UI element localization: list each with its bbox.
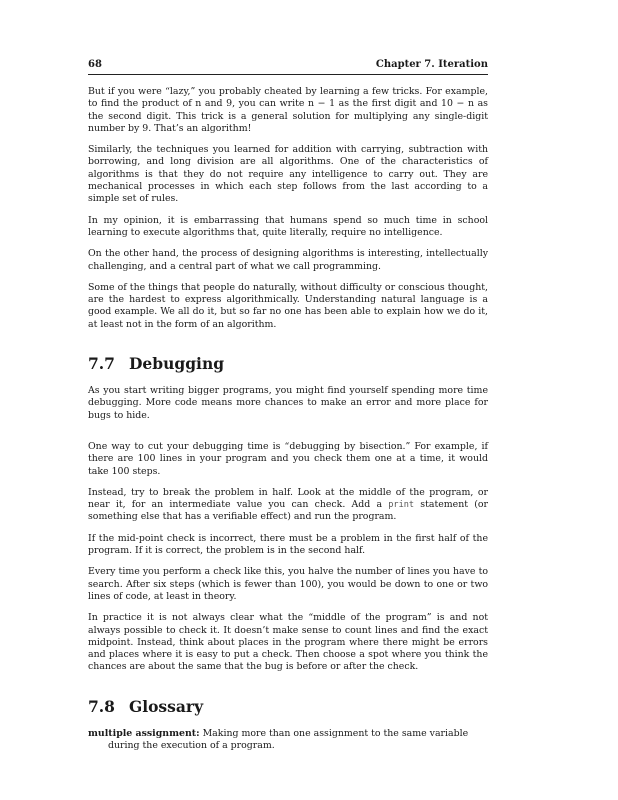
text-run: statement (or something else that has a verifiable effect) and run the program.	[88, 499, 488, 523]
section-title: Debugging	[128, 354, 225, 374]
paragraph-lazy-trick: But if you were “lazy,” you probably cheated by learning a few tricks. For example, to find the product of n and 9, you can write n − 1 as the first digit and 10 − n as the second digit. This trick is a general solution for multiplying any single-digit number by 9. That’s an algorithm!	[88, 86, 488, 134]
paragraph-practice: In practice it is not always clear what the “middle of the program” is and not always possible to check it. It doesn’t make sense to count lines and find the exact midpoint. Instead, think about places in the program where there might be errors and places where it is easy to put a check. Then choose a spot where you think the chances are about the same that the bug is before or after the check.	[88, 612, 488, 673]
section-heading-glossary	[88, 698, 488, 716]
page-body	[88, 86, 488, 752]
section-number: 7.7	[88, 354, 115, 374]
paragraph-halve: Every time you perform a check like this, you halve the number of lines you have to search. After six steps (which is fewer than 100), you would be down to one or two lines of code, at least in theory.	[88, 566, 488, 602]
chapter-title: Chapter 7. Iteration	[375, 59, 488, 70]
glossary-definition: Making more than one assignment to the same variable during the execution of a program.	[108, 727, 469, 751]
paragraph-debugging-intro: As you start writing bigger programs, you might find yourself spending more time debugging. More code means more chances to make an error and more place for bugs to hide.	[88, 385, 488, 421]
paragraph-natural: Some of the things that people do naturally, without difficulty or conscious thought, are the hardest to express algorithmically. Understanding natural language is a good example. We all do it, but so far no one has been able to explain how we do it, at least not in the form of an algorithm.	[88, 281, 488, 330]
glossary-entry	[88, 728, 488, 753]
paragraph-designing: On the other hand, the process of designing algorithms is interesting, intellectually challenging, and a central part of what we call programming.	[88, 248, 488, 272]
paragraph-midpoint: If the mid-point check is incorrect, there must be a problem in the first half of the program. If it is correct, the problem is in the second half.	[88, 532, 488, 557]
running-header	[88, 58, 488, 72]
paragraph-opinion: In my opinion, it is embarrassing that humans spend so much time in school learning to execute algorithms that, quite literally, require no intelligence.	[88, 214, 488, 238]
spacer	[88, 431, 488, 441]
section-number: 7.8	[88, 696, 115, 716]
section-heading-debugging	[88, 355, 488, 373]
page-number: 68	[88, 59, 102, 70]
section-title: Glossary	[128, 696, 204, 716]
paragraph-techniques: Similarly, the techniques you learned for addition with carrying, subtraction with borrowing, and long division are all algorithms. One of the characteristics of algorithms is that they do not require any intelligence to carry out. They are mechanical processes in which each step follows from the last according to a simple set of rules.	[88, 144, 488, 205]
paragraph-bisection: One way to cut your debugging time is “debugging by bisection.” For example, if there are 100 lines in your program and you check them one at a time, it would take 100 steps.	[88, 440, 488, 477]
header-rule	[88, 74, 488, 75]
text-run: Instead, try to break the problem in half. Look at the middle of the program, or near it, for an intermediate value you can check. Add a	[88, 486, 488, 511]
paragraph-break-half	[88, 487, 488, 524]
code-print: print	[388, 500, 415, 511]
glossary-term: multiple assignment:	[88, 727, 200, 739]
